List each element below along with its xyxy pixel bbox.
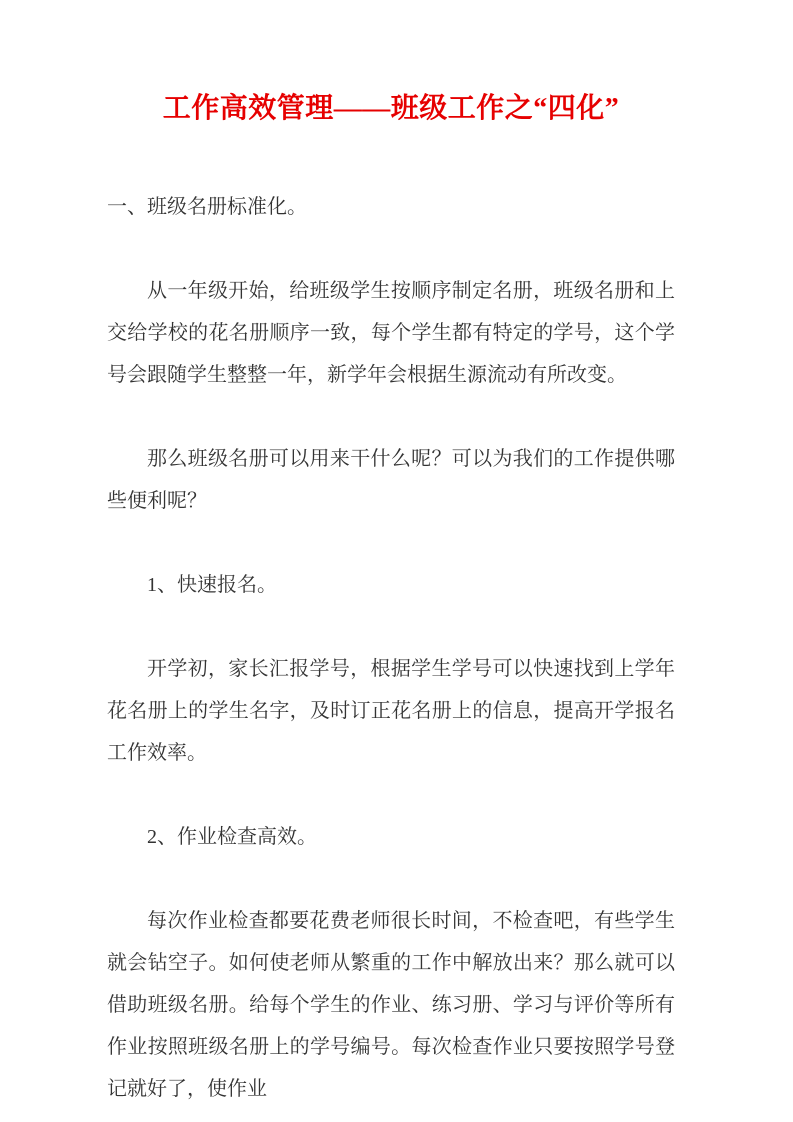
section-heading-1: 一、班级名册标准化。	[107, 196, 307, 218]
paragraph-roster-intro: 从一年级开始，给班级学生按顺序制定名册，班级名册和上交给学校的花名册顺序一致，每个学生都有特定的学号，这个学号会跟随学生整整一年，新学年会根据生源流动有所改变。	[107, 280, 675, 386]
paragraph-quick-registration: 开学初，家长汇报学号，根据学生学号可以快速找到上学年花名册上的学生名字，及时订正花名册上的信息，提高开学报名工作效率。	[107, 658, 675, 764]
document-title: 工作高效管理——班级工作之“四化”	[162, 93, 620, 124]
paragraph-roster-question: 那么班级名册可以用来干什么呢？可以为我们的工作提供哪些便利呢？	[107, 448, 675, 512]
paragraph-homework-check: 每次作业检查都要花费老师很长时间，不检查吧，有些学生就会钻空子。如何使老师从繁重的工作中解放出来？那么就可以借助班级名册。给每个学生的作业、练习册、学习与评价等所有作业按照班级名册上的学号编号。每次检查作业只要按照学号登记就好了，使作业	[107, 910, 675, 1100]
subheading-quick-registration: 1、快速报名。	[147, 574, 277, 596]
subheading-homework-check: 2、作业检查高效。	[147, 826, 317, 848]
